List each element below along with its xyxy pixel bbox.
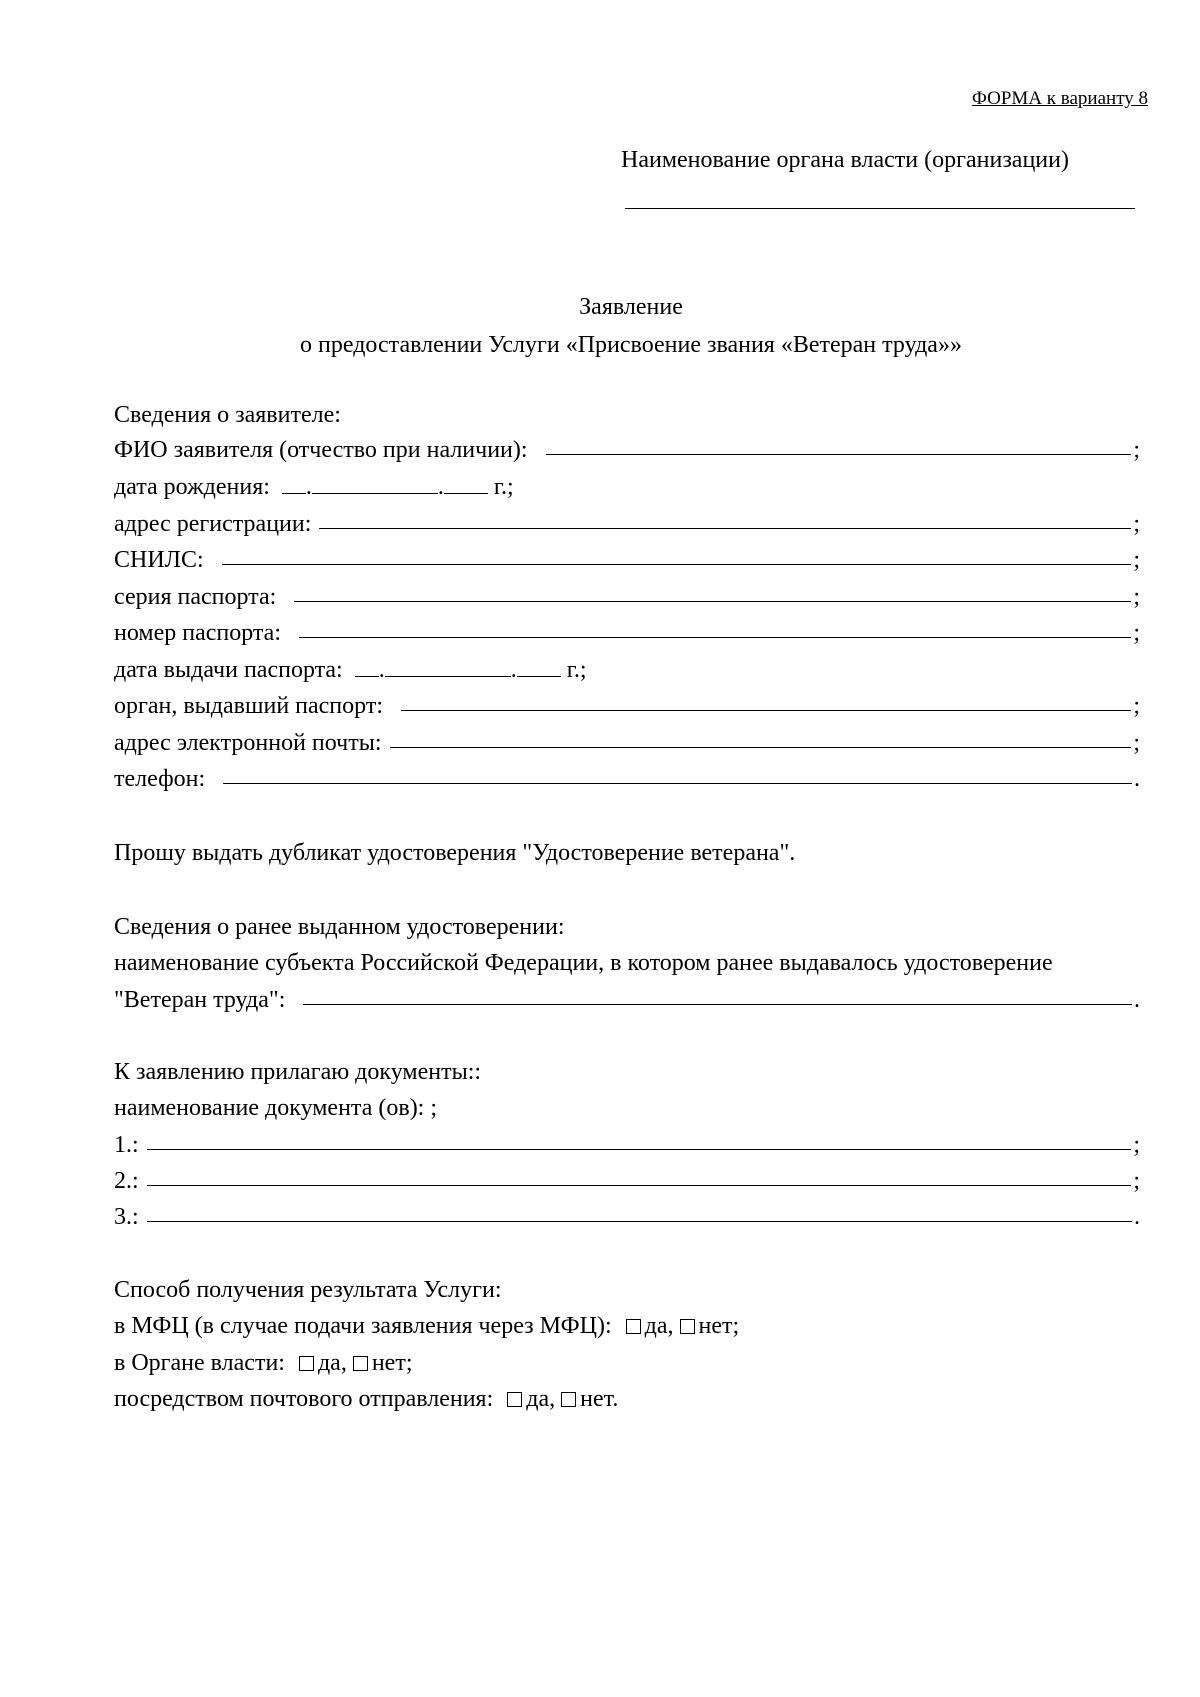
delivery-authority-row: в Органе власти: да, нет; <box>114 1350 413 1376</box>
fio-row <box>114 433 1140 467</box>
delivery-post-row: посредством почтового отправления: да, нет. <box>114 1386 619 1412</box>
mfc-no-checkbox[interactable] <box>680 1319 695 1334</box>
fio-label: ФИО заявителя (отчество при наличии): <box>114 437 528 463</box>
subject-description-text: наименование субъекта Российской Федерации, в котором ранее выдавалось удостоверение <box>114 950 1053 976</box>
passport-date-row: дата выдачи паспорта: . . г.; <box>114 657 587 683</box>
authority-yes-checkbox[interactable] <box>299 1356 314 1371</box>
authority-name-label: Наименование органа власти (организации) <box>621 147 1069 173</box>
snils-field[interactable] <box>222 544 1132 565</box>
authority-name-field[interactable] <box>625 208 1135 209</box>
attachment-field-3[interactable] <box>147 1201 1132 1222</box>
email-field[interactable] <box>390 727 1132 748</box>
form-variant-tag: ФОРМА к варианту 8 <box>971 88 1148 109</box>
document-subtitle: о предоставлении Услуги «Присвоение звания «Ветеран труда»» <box>300 332 962 358</box>
attachments-heading: К заявлению прилагаю документы:: <box>114 1059 482 1085</box>
address-row: адрес регистрации: ; <box>114 507 1140 541</box>
birth-month-field[interactable] <box>312 473 438 494</box>
delivery-method-heading: Способ получения результата Услуги: <box>114 1277 502 1303</box>
address-label: адрес регистрации: <box>114 511 312 537</box>
birth-day-field[interactable] <box>282 473 306 494</box>
passport-date-label: дата выдачи паспорта: <box>114 657 343 683</box>
email-row: адрес электронной почты: ; <box>114 726 1140 760</box>
veteran-subject-row: "Ветеран труда": . <box>114 983 1140 1017</box>
delivery-mfc-label: в МФЦ (в случае подачи заявления через МФЦ): <box>114 1313 612 1339</box>
birth-date-row: дата рождения: . . г.; <box>114 474 514 500</box>
delivery-mfc-row: в МФЦ (в случае подачи заявления через МФЦ): да, нет; <box>114 1313 740 1339</box>
attachment-row: 2.: ; <box>114 1164 1140 1198</box>
snils-label: СНИЛС: <box>114 547 204 573</box>
snils-row: СНИЛС: ; <box>114 543 1140 577</box>
attachment-number: 2.: <box>114 1168 139 1194</box>
duplicate-request-text: Прошу выдать дубликат удостоверения "Удостоверение ветерана". <box>114 840 796 866</box>
delivery-authority-label: в Органе власти: <box>114 1350 285 1376</box>
punctuation: ; <box>1133 437 1140 463</box>
applicant-section-heading: Сведения о заявителе: <box>114 402 341 428</box>
document-names-label: наименование документа (ов): ; <box>114 1095 438 1121</box>
veteran-subject-field[interactable] <box>303 984 1132 1005</box>
address-field[interactable] <box>319 508 1131 529</box>
previous-certificate-heading: Сведения о ранее выданном удостоверении: <box>114 914 565 940</box>
passport-day-field[interactable] <box>355 656 379 677</box>
attachment-row: 1.: ; <box>114 1128 1140 1162</box>
delivery-post-label: посредством почтового отправления: <box>114 1386 494 1412</box>
phone-row: телефон: . <box>114 762 1140 796</box>
veteran-subject-label: "Ветеран труда": <box>114 987 286 1013</box>
post-yes-checkbox[interactable] <box>507 1392 522 1407</box>
passport-series-field[interactable] <box>294 581 1131 602</box>
passport-number-label: номер паспорта: <box>114 620 282 646</box>
passport-number-field[interactable] <box>299 617 1131 638</box>
mfc-yes-checkbox[interactable] <box>626 1319 641 1334</box>
post-no-checkbox[interactable] <box>561 1392 576 1407</box>
authority-no-checkbox[interactable] <box>353 1356 368 1371</box>
attachment-number: 3.: <box>114 1204 139 1230</box>
attachment-field-1[interactable] <box>147 1129 1132 1150</box>
passport-issuer-row: орган, выдавший паспорт: ; <box>114 689 1140 723</box>
passport-series-label: серия паспорта: <box>114 584 277 610</box>
birth-date-label: дата рождения: <box>114 474 270 500</box>
passport-year-field[interactable] <box>517 656 561 677</box>
passport-month-field[interactable] <box>385 656 511 677</box>
passport-series-row: серия паспорта: ; <box>114 580 1140 614</box>
attachment-number: 1.: <box>114 1132 139 1158</box>
passport-issuer-field[interactable] <box>401 690 1131 711</box>
email-label: адрес электронной почты: <box>114 730 382 756</box>
document-title: Заявление <box>579 294 683 320</box>
attachment-row: 3.: . <box>114 1200 1140 1234</box>
fio-field[interactable] <box>546 434 1132 455</box>
passport-issuer-label: орган, выдавший паспорт: <box>114 693 383 719</box>
phone-label: телефон: <box>114 766 206 792</box>
birth-year-field[interactable] <box>444 473 488 494</box>
passport-number-row: номер паспорта: ; <box>114 616 1140 650</box>
attachment-field-2[interactable] <box>147 1165 1132 1186</box>
phone-field[interactable] <box>223 763 1132 784</box>
